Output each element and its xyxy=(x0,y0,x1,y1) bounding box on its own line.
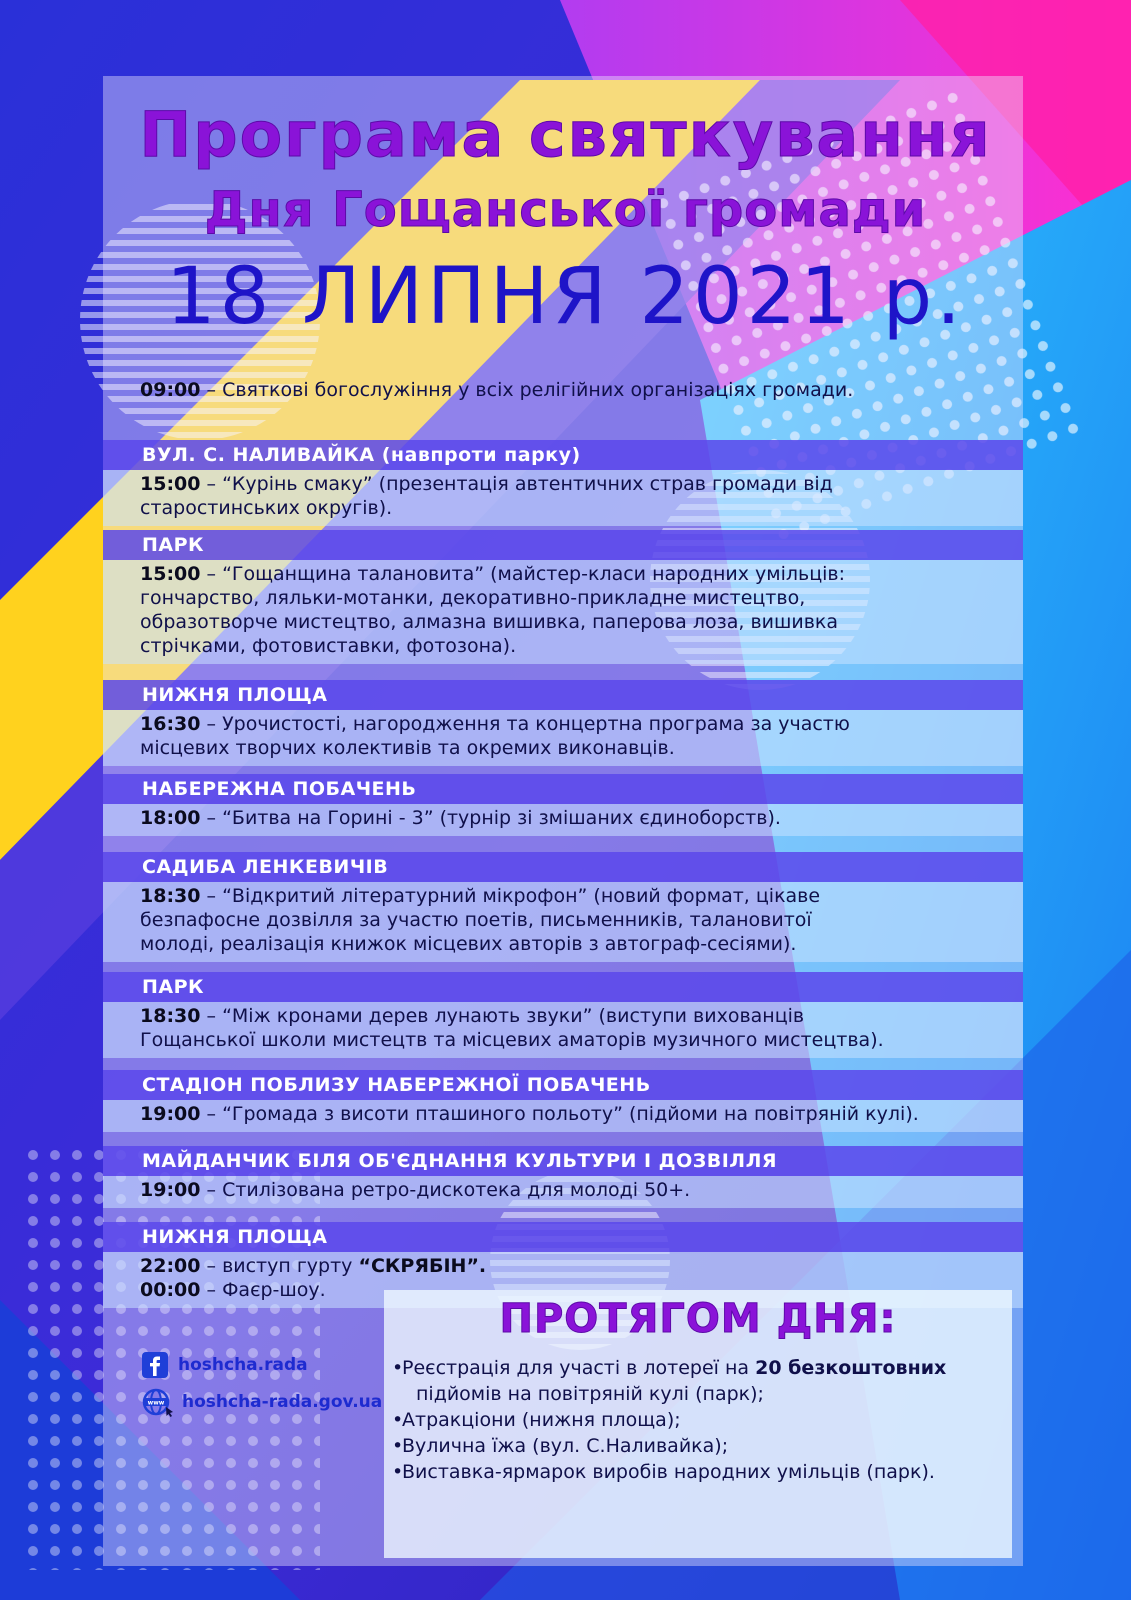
event-time: 18:30 xyxy=(140,885,201,907)
bullet-text: Виставка-ярмарок виробів народних умільців (парк). xyxy=(402,1461,935,1483)
intro-line xyxy=(140,378,1000,402)
bullet-dot: • xyxy=(392,1435,404,1457)
day-bullet xyxy=(392,1356,946,1380)
facebook-icon xyxy=(142,1352,168,1382)
venue-heading: ПАРК xyxy=(142,976,205,998)
event-line xyxy=(140,610,1000,634)
event-text: місцевих творчих колективів та окремих виконавців. xyxy=(140,737,675,759)
event-line xyxy=(140,1028,1000,1052)
event-line xyxy=(140,1254,1000,1278)
event-text: гончарство, ляльки-мотанки, декоративно-прикладне мистецтво, xyxy=(140,587,806,609)
event-text: – “Гощанщина талановита” (майстер-класи народних умільців: xyxy=(200,563,846,585)
venue-heading: ВУЛ. С. НАЛИВАЙКА (навпроти парку) xyxy=(142,444,581,466)
event-text: – Фаєр-шоу. xyxy=(200,1279,326,1301)
event-text: – “Курінь смаку” (презентація автентичних страв громади від xyxy=(200,473,833,495)
bullet-dot: • xyxy=(392,1461,404,1483)
event-line xyxy=(140,586,1000,610)
event-text: – Стилізована ретро-дискотека для молоді 50+. xyxy=(200,1179,691,1201)
facebook-link[interactable]: hoshcha.rada xyxy=(178,1355,308,1375)
event-line xyxy=(140,1004,1000,1028)
www-globe-icon xyxy=(142,1388,176,1422)
event-line xyxy=(140,634,1000,658)
event-line xyxy=(140,806,1000,830)
event-time: 15:00 xyxy=(140,473,201,495)
event-line xyxy=(140,1178,1000,1202)
venue-heading: НИЖНЯ ПЛОЩА xyxy=(142,1226,328,1248)
venue-heading: ПАРК xyxy=(142,534,205,556)
venue-heading: МАЙДАНЧИК БІЛЯ ОБ'ЄДНАННЯ КУЛЬТУРИ І ДОЗВІЛЛЯ xyxy=(142,1150,777,1172)
event-line xyxy=(140,932,1000,956)
event-line xyxy=(140,1102,1000,1126)
event-time: 16:30 xyxy=(140,713,201,735)
bullet-text: Вулична їжа (вул. С.Наливайка); xyxy=(402,1435,729,1457)
bullet-continuation: підйомів на повітряній кулі (парк); xyxy=(416,1383,764,1405)
venue-band xyxy=(103,530,1023,560)
bullet-dot: • xyxy=(392,1357,404,1379)
event-text: – “Битва на Горині - 3” (турнір зі змішаних єдиноборств). xyxy=(200,807,781,829)
event-line xyxy=(140,884,1000,908)
event-time: 15:00 xyxy=(140,563,201,585)
title-line-1: Програма святкування xyxy=(139,98,992,171)
event-text: стрічками, фотовиставки, фотозона). xyxy=(140,635,517,657)
website-link[interactable]: hoshcha-rada.gov.ua xyxy=(182,1392,383,1412)
intro-text: – Святкові богослужіння у всіх релігійних організаціях громади. xyxy=(200,379,854,401)
event-line xyxy=(140,496,1000,520)
event-line xyxy=(140,562,1000,586)
event-text: – “Громада з висоти пташиного польоту” (підйоми на повітряній кулі). xyxy=(200,1103,919,1125)
day-box-title: ПРОТЯГОМ ДНЯ: xyxy=(499,1296,897,1342)
bullet-text: Атракціони (нижня площа); xyxy=(402,1409,681,1431)
event-text: – виступ гурту xyxy=(200,1255,359,1277)
event-line xyxy=(140,736,1000,760)
svg-text:www: www xyxy=(147,1399,165,1407)
event-date: 18 ЛИПНЯ 2021 р. xyxy=(166,252,965,342)
day-bullet xyxy=(392,1460,935,1484)
event-line xyxy=(140,908,1000,932)
event-time: 00:00 xyxy=(140,1279,201,1301)
bullet-dot: • xyxy=(392,1409,404,1431)
venue-band xyxy=(103,972,1023,1002)
title-line-2: Дня Гощанської громади xyxy=(204,182,927,238)
event-text: безпафосне дозвілля за участю поетів, письменників, талановитої xyxy=(140,909,812,931)
event-text: – “Між кронами дерев лунають звуки” (виступи вихованців xyxy=(200,1005,805,1027)
event-time: 22:00 xyxy=(140,1255,201,1277)
day-bullet xyxy=(392,1434,728,1458)
day-bullet xyxy=(392,1408,681,1432)
event-text: образотворче мистецтво, алмазна вишивка, паперова лоза, вишивка xyxy=(140,611,839,633)
event-text: старостинських округів). xyxy=(140,497,393,519)
venue-heading: СТАДІОН ПОБЛИЗУ НАБЕРЕЖНОЇ ПОБАЧЕНЬ xyxy=(142,1074,651,1096)
event-text: Гощанської школи мистецтв та місцевих аматорів музичного мистецтва). xyxy=(140,1029,884,1051)
bullet-bold: 20 безкоштовних xyxy=(755,1357,947,1379)
event-time: 19:00 xyxy=(140,1103,201,1125)
event-line xyxy=(140,472,1000,496)
bullet-text: Реєстрація для участі в лотереї на xyxy=(402,1357,756,1379)
event-text: молоді, реалізація книжок місцевих авторів з автограф-сесіями). xyxy=(140,933,797,955)
event-time: 18:00 xyxy=(140,807,201,829)
venue-heading: НИЖНЯ ПЛОЩА xyxy=(142,684,328,706)
intro-time: 09:00 xyxy=(140,379,201,401)
venue-heading: САДИБА ЛЕНКЕВИЧІВ xyxy=(142,856,389,878)
event-time: 18:30 xyxy=(140,1005,201,1027)
event-text: – Урочистості, нагородження та концертна програма за участю xyxy=(200,713,850,735)
band-name: “СКРЯБІН”. xyxy=(358,1255,487,1277)
event-time: 19:00 xyxy=(140,1179,201,1201)
venue-heading: НАБЕРЕЖНА ПОБАЧЕНЬ xyxy=(142,778,417,800)
event-line xyxy=(140,712,1000,736)
event-text: – “Відкритий літературний мікрофон” (новий формат, цікаве xyxy=(200,885,821,907)
